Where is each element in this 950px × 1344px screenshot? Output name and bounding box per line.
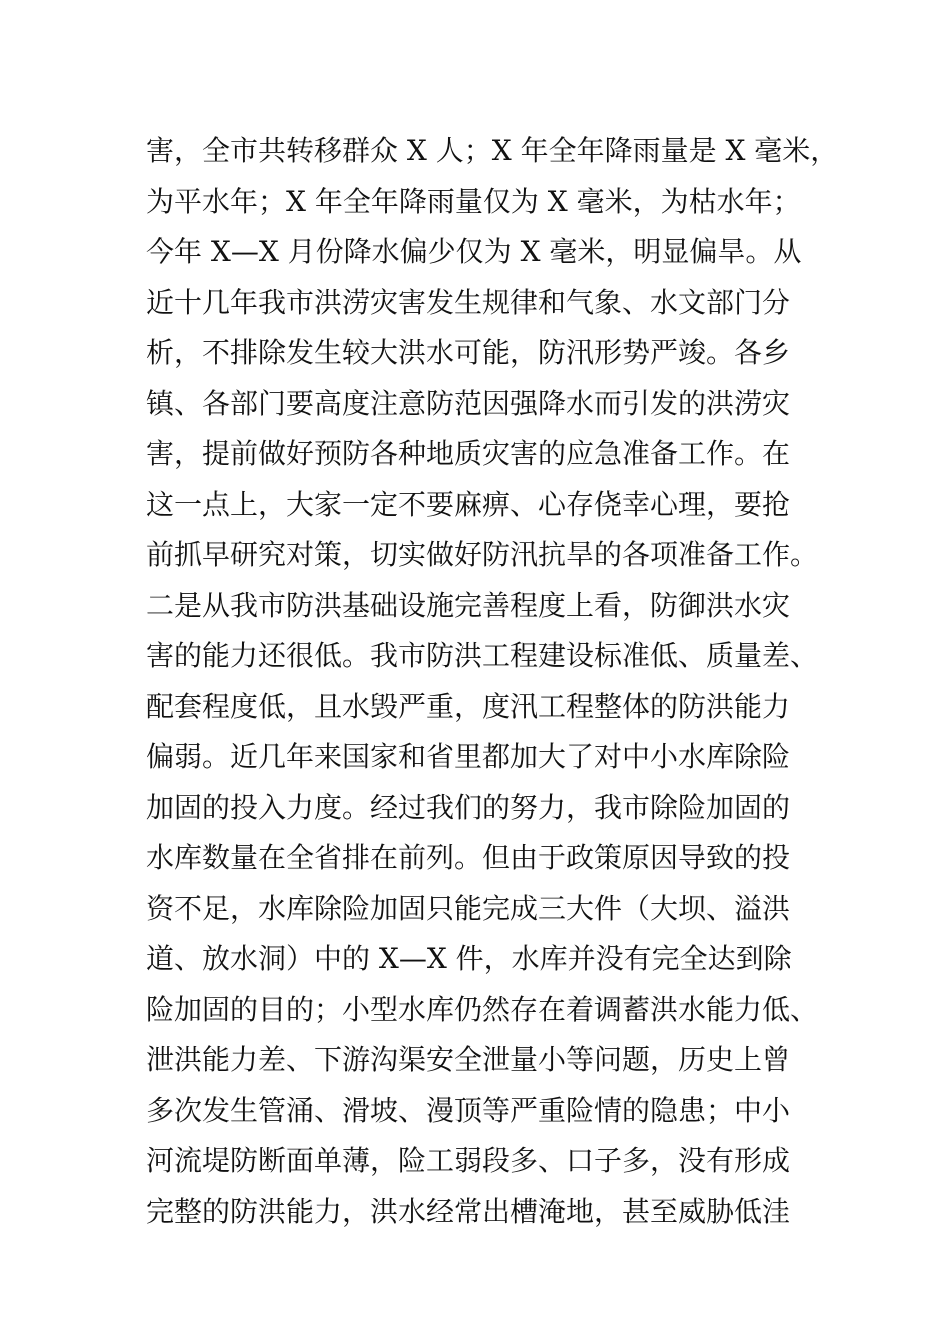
text-line: 险加固的目的；小型水库仍然存在着调蓄洪水能力低、 [146,992,819,1026]
text-line: 近十几年我市洪涝灾害发生规律和气象、水文部门分 [146,285,791,319]
text-line: 前抓早研究对策，切实做好防汛抗旱的各项准备工作。 [146,538,819,571]
text-line: 泄洪能力差、下游沟渠安全泄量小等问题，历史上曾 [146,1043,791,1076]
text-line: 偏弱。近几年来国家和省里都加大了对中小水库除险 [146,740,791,773]
text-line: 水库数量在全省排在前列。但由于政策原因导致的投 [146,841,791,874]
text-line: 二是从我市防洪基础设施完善程度上看，防御洪水灾 [146,588,791,622]
text-line: 析，不排除发生较大洪水可能，防汛形势严竣。各乡 [146,336,791,369]
text-line: 多次发生管涌、滑坡、漫顶等严重险情的隐患；中小 [146,1093,791,1127]
text-line: 害，全市共转移群众 X 人；X 年全年降雨量是 X 毫米， [146,134,839,167]
text-line: 今年 X—X 月份降水偏少仅为 X 毫米，明显偏旱。从 [146,235,802,268]
text-line: 配套程度低，且水毁严重，度汛工程整体的防洪能力 [146,689,791,723]
text-line: 害的能力还很低。我市防洪工程建设标准低、质量差、 [146,639,819,672]
body-text [146,126,839,1237]
text-line: 这一点上，大家一定不要麻痹、心存侥幸心理，要抢 [146,487,791,521]
text-line: 为平水年；X 年全年降雨量仅为 X 毫米，为枯水年； [146,184,801,218]
text-line: 资不足，水库除险加固只能完成三大件（大坝、溢洪 [146,891,791,925]
text-line: 道、放水洞）中的 X—X 件，水库并没有完全达到除 [146,942,792,975]
text-line: 害，提前做好预防各种地质灾害的应急准备工作。在 [146,437,791,470]
text-line: 河流堤防断面单薄，险工弱段多、口子多，没有形成 [146,1144,791,1177]
text-line: 完整的防洪能力，洪水经常出槽淹地，甚至威胁低洼 [146,1194,791,1228]
text-line: 镇、各部门要高度注意防范因强降水而引发的洪涝灾 [146,386,791,420]
text-line: 加固的投入力度。经过我们的努力，我市除险加固的 [146,790,791,824]
